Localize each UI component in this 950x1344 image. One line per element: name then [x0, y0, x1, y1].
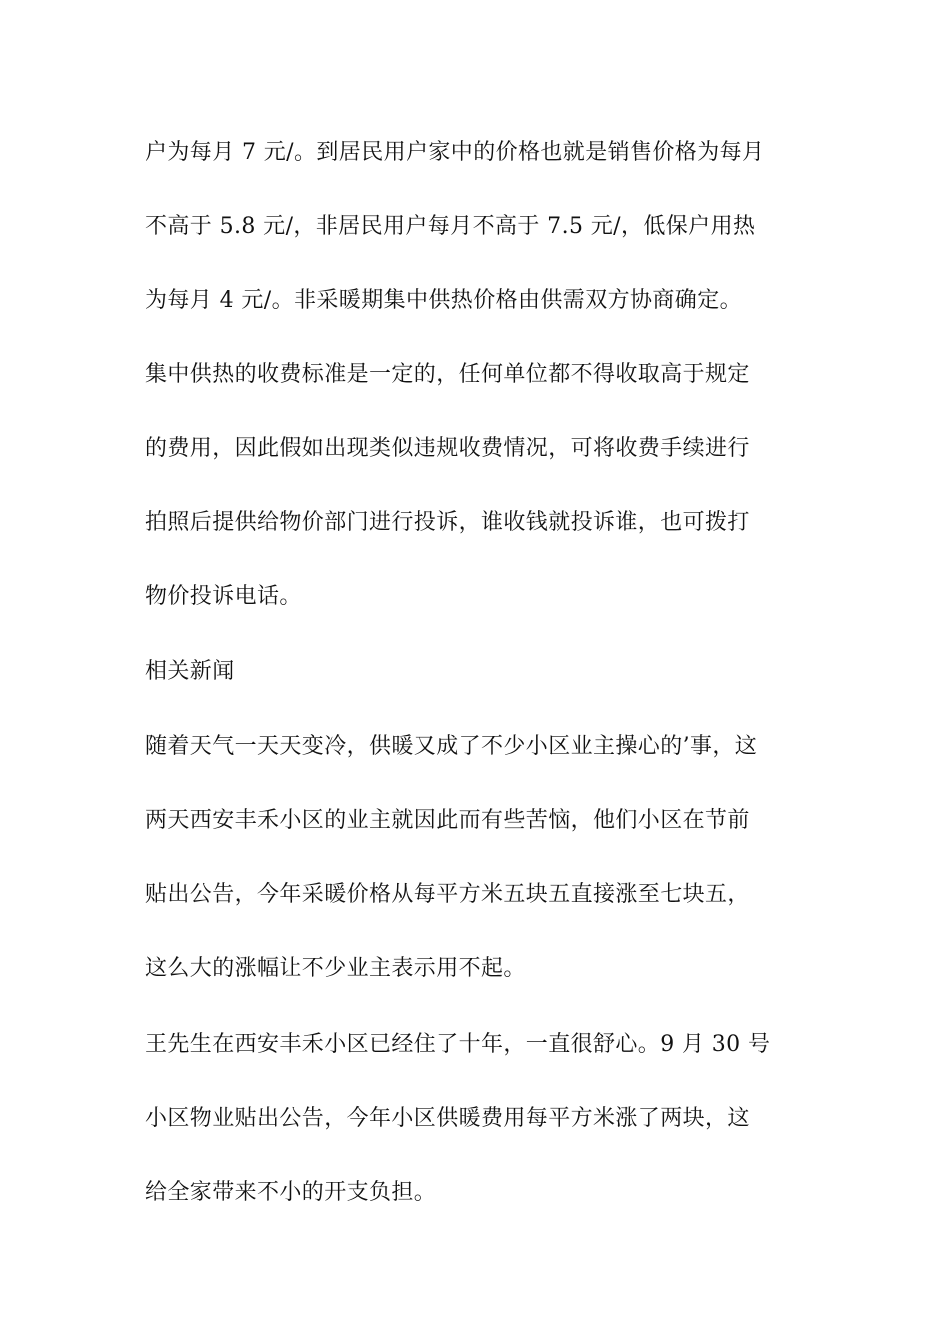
text-line: 集中供热的收费标准是一定的，任何单位都不得收取高于规定 — [145, 362, 750, 387]
text-line: 拍照后提供给物价部门进行投诉，谁收钱就投诉谁，也可拨打 — [145, 510, 750, 535]
text-line: 两天西安丰禾小区的业主就因此而有些苦恼，他们小区在节前 — [145, 808, 750, 833]
text-line: 王先生在西安丰禾小区已经住了十年，一直很舒心。9 月 30 号 — [145, 1032, 771, 1057]
text-line: 给全家带来不小的开支负担。 — [145, 1180, 437, 1205]
text-line: 随着天气一天天变冷，供暖又成了不少小区业主操心的’事，这 — [145, 734, 758, 759]
text-line: 户为每月 7 元/。到居民用户家中的价格也就是销售价格为每月 — [145, 140, 765, 165]
text-line: 物价投诉电话。 — [145, 584, 302, 609]
text-line: 为每月 4 元/。非采暖期集中供热价格由供需双方协商确定。 — [145, 288, 742, 313]
text-line: 不高于 5.8 元/，非居民用户每月不高于 7.5 元/，低保户用热 — [145, 214, 756, 239]
text-line: 这么大的涨幅让不少业主表示用不起。 — [145, 956, 526, 981]
text-line: 的费用，因此假如出现类似违规收费情况，可将收费手续进行 — [145, 436, 750, 461]
text-line: 小区物业贴出公告，今年小区供暖费用每平方米涨了两块，这 — [145, 1106, 750, 1131]
section-heading: 相关新闻 — [145, 659, 235, 684]
text-line: 贴出公告，今年采暖价格从每平方米五块五直接涨至七块五， — [145, 882, 750, 907]
